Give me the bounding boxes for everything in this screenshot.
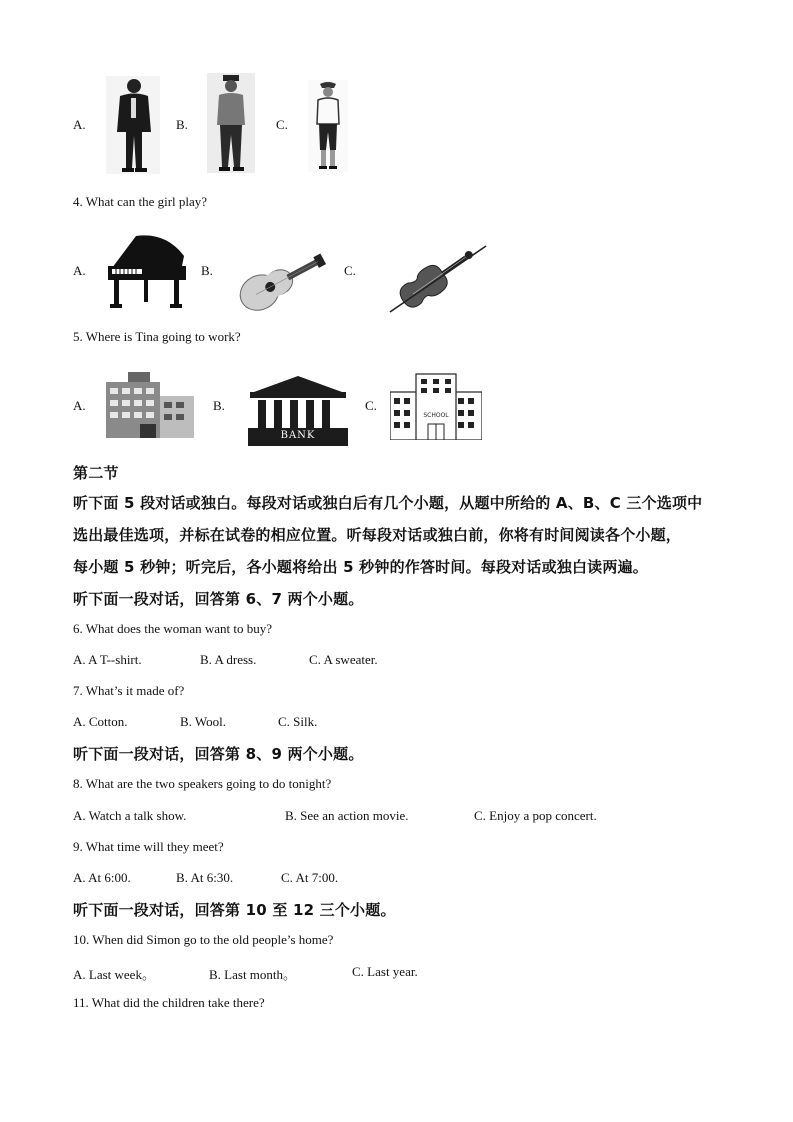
q10-option-a: A. Last week。 [73, 967, 155, 982]
question-5: 5. Where is Tina going to work? [73, 329, 241, 344]
dialog-1-heading: 听下面一段对话，回答第 6、7 两个小题。 [73, 590, 364, 608]
instructions-line-1: 听下面 5 段对话或独白。每段对话或独白后有几个小题，从题中所给的 A、B、C 三个选项中 [73, 494, 703, 512]
question-7: 7. What’s it made of? [73, 683, 185, 698]
section-heading: 第二节 [73, 464, 119, 482]
dialog-3-heading: 听下面一段对话，回答第 10 至 12 三个小题。 [73, 901, 396, 919]
question-9: 9. What time will they meet? [73, 839, 224, 854]
hospital-picture [106, 372, 194, 438]
question-8: 8. What are the two speakers going to do tonight? [73, 776, 332, 791]
q3-option-a-label: A. [73, 117, 86, 132]
question-10: 10. When did Simon go to the old people’s home? [73, 932, 334, 947]
instructions-line-2: 选出最佳选项，并标在试卷的相应位置。听每段对话或独白前，你将有时间阅读各个小题， [73, 526, 682, 544]
q7-option-b: B. Wool. [180, 714, 227, 729]
q3-option-b-label: B. [176, 117, 188, 132]
instructions-line-3: 每小题 5 秒钟；听完后，各小题将给出 5 秒钟的作答时间。每段对话或独白读两遍。 [73, 558, 648, 576]
q8-option-b: B. See an action movie. [285, 808, 409, 823]
school-sign: SCHOOL [423, 412, 449, 419]
q4-option-b-label: B. [201, 263, 213, 278]
q7-option-c: C. Silk. [278, 714, 318, 729]
question-6: 6. What does the woman want to buy? [73, 621, 273, 636]
question-4: 4. What can the girl play? [73, 194, 208, 209]
q6-option-b: B. A dress. [200, 652, 257, 667]
q10-option-b: B. Last month。 [209, 967, 297, 982]
q9-option-c: C. At 7:00. [281, 870, 339, 885]
school-picture [390, 372, 482, 440]
guitar-picture [230, 236, 326, 314]
q9-option-b: B. At 6:30. [176, 870, 234, 885]
q4-option-a-label: A. [73, 263, 86, 278]
q6-option-c: C. A sweater. [309, 652, 378, 667]
q8-option-c: C. Enjoy a pop concert. [474, 808, 597, 823]
q6-option-a: A. A T--shirt. [73, 652, 142, 667]
q8-option-a: A. Watch a talk show. [73, 808, 187, 823]
violin-picture [386, 236, 490, 314]
girl-in-tshirt-picture [308, 80, 348, 172]
q5-option-b-label: B. [213, 398, 225, 413]
q5-option-c-label: C. [365, 398, 377, 413]
man-in-cap-picture [207, 73, 255, 173]
dialog-2-heading: 听下面一段对话，回答第 8、9 两个小题。 [73, 745, 364, 763]
q3-option-c-label: C. [276, 117, 288, 132]
q4-option-c-label: C. [344, 263, 356, 278]
q9-option-a: A. At 6:00. [73, 870, 131, 885]
piano-picture [106, 232, 188, 310]
q7-option-a: A. Cotton. [73, 714, 128, 729]
q10-option-c: C. Last year. [352, 964, 418, 979]
bank-sign: BANK [280, 430, 316, 441]
man-in-suit-picture [106, 76, 160, 174]
q5-option-a-label: A. [73, 398, 86, 413]
question-11: 11. What did the children take there? [73, 995, 265, 1010]
